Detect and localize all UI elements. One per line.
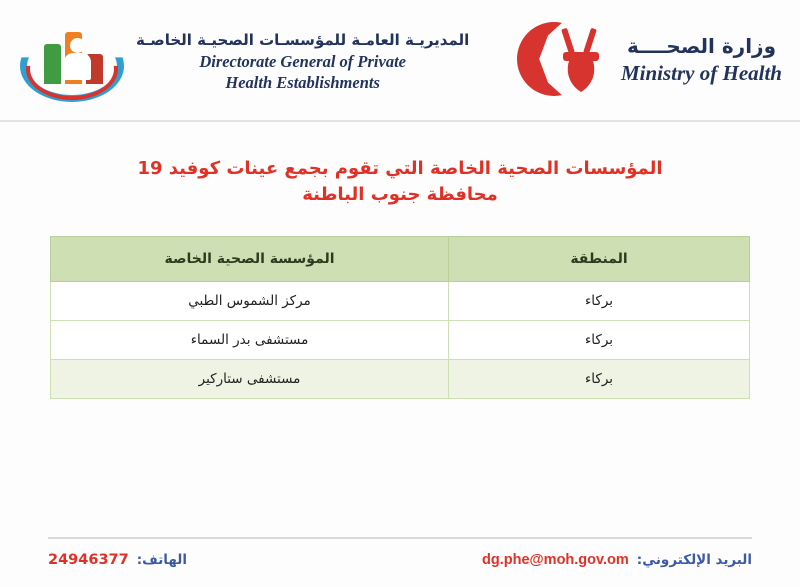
- dgpe-text-block: [136, 32, 469, 93]
- establishments-table: [50, 236, 750, 399]
- footer-divider: [48, 537, 752, 539]
- cell-region: بركاء: [449, 360, 750, 399]
- table-row: [51, 282, 750, 321]
- footer-phone: [48, 552, 187, 568]
- column-header-region: المنطقة: [449, 237, 750, 282]
- cell-establishment: مركز الشموس الطبي: [51, 282, 449, 321]
- moh-arabic-name: وزارة الصحــــة: [626, 33, 776, 58]
- footer-email-label: البريد الإلكتروني:: [636, 552, 752, 568]
- footer-phone-label: الهاتف:: [136, 552, 187, 568]
- column-header-establishment: المؤسسة الصحية الخاصة: [51, 237, 449, 282]
- footer-email: [482, 552, 752, 568]
- page-title-line2: محافظة جنوب الباطنة: [302, 184, 498, 206]
- dgpe-logo-icon: [18, 16, 126, 108]
- footer-phone-value: 24946377: [48, 552, 129, 568]
- establishments-table-wrapper: [50, 236, 750, 399]
- dgpe-branding: [18, 16, 469, 108]
- page-title: [0, 156, 800, 208]
- cell-establishment: مستشفى ستاركير: [51, 360, 449, 399]
- cell-region: بركاء: [449, 321, 750, 360]
- table-row: [51, 360, 750, 399]
- moh-text-block: [621, 34, 782, 86]
- header-divider: [0, 120, 800, 122]
- dgpe-english-line1: Directorate General of Private: [199, 52, 406, 72]
- cell-establishment: مستشفى بدر السماء: [51, 321, 449, 360]
- dgpe-arabic-name: المديريـة العامـة للمؤسسـات الصحيـة الخاصـة: [136, 30, 470, 49]
- document-header: [0, 0, 800, 118]
- cell-region: بركاء: [449, 282, 750, 321]
- dgpe-english-line2: Health Establishments: [225, 72, 380, 92]
- oman-national-emblem-icon: [517, 18, 609, 102]
- document-footer: [48, 545, 752, 575]
- moh-english-name: Ministry of Health: [620, 60, 782, 85]
- footer-email-value[interactable]: dg.phe@moh.gov.om: [482, 552, 629, 568]
- table-header-row: [51, 237, 750, 282]
- moh-branding: [517, 18, 782, 102]
- table-row: [51, 321, 750, 360]
- page-title-line1: المؤسسات الصحية الخاصة التي تقوم بجمع عينات كوفيد 19: [137, 158, 663, 179]
